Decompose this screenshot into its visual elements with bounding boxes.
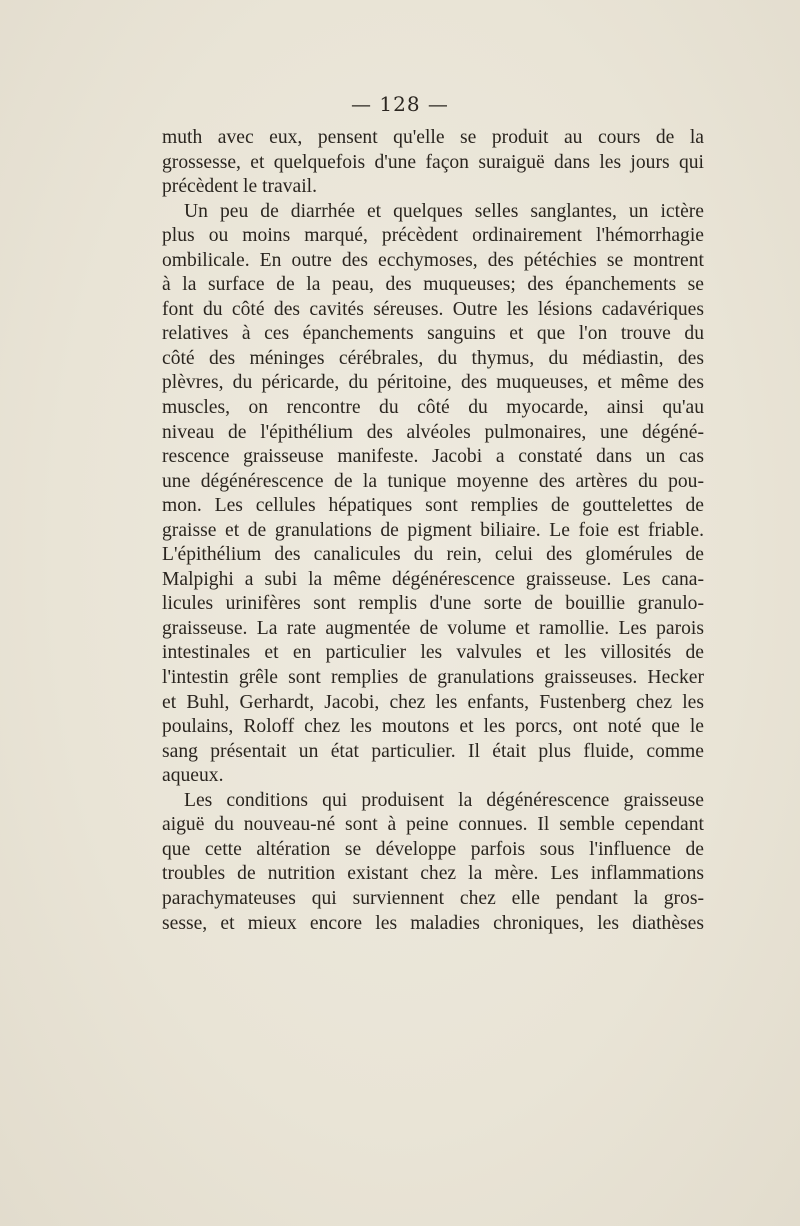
text-line: Les conditions qui produisent la dégénérescence graisseuse — [184, 789, 704, 811]
text-line: aiguë du nouveau-né sont à peine connues. Il semble cependant — [162, 814, 704, 836]
text-line: muth avec eux, pensent qu'elle se produit au cours de la — [162, 127, 704, 148]
text-line: sang présentait un état particulier. Il était plus fluide, comme — [162, 740, 704, 762]
text-line: à la surface de la peau, des muqueuses; des épanchements se — [162, 274, 704, 296]
text-line: graisse et de granulations de pigment biliaire. Le foie est friable. — [162, 519, 704, 541]
text-line: ombilicale. En outre des ecchymoses, des pétéchies se montrent — [162, 249, 704, 271]
text-line: côté des méninges cérébrales, du thymus, du médiastin, des — [162, 347, 704, 369]
text-line: rescence graisseuse manifeste. Jacobi a constaté dans un cas — [162, 446, 704, 468]
text-line: Un peu de diarrhée et quelques selles sanglantes, un ictère — [184, 200, 704, 222]
text-line: aqueux. — [162, 765, 224, 787]
text-line: Malpighi a subi la même dégénérescence graisseuse. Les cana- — [162, 568, 704, 590]
text-line: et Buhl, Gerhardt, Jacobi, chez les enfants, Fustenberg chez les — [162, 691, 704, 713]
body-text — [162, 126, 704, 936]
text-line: l'intestin grêle sont remplies de granulations graisseuses. Hecker — [162, 667, 704, 689]
text-line: mon. Les cellules hépatiques sont remplies de gouttelettes de — [162, 495, 704, 517]
text-line: muscles, on rencontre du côté du myocarde, ainsi qu'au — [162, 397, 704, 419]
text-line: grossesse, et quelquefois d'une façon suraiguë dans les jours qui — [162, 151, 704, 173]
text-line: niveau de l'épithélium des alvéoles pulmonaires, une dégéné- — [162, 421, 704, 443]
text-line: précèdent le travail. — [162, 176, 318, 198]
text-line: licules urinifères sont remplis d'une sorte de bouillie granulo- — [162, 593, 704, 615]
page-number: — 128 — — [351, 92, 449, 116]
text-line: poulains, Roloff chez les moutons et les porcs, ont noté que le — [162, 716, 704, 738]
text-line: relatives à ces épanchements sanguins et que l'on trouve du — [162, 323, 704, 345]
text-line: plus ou moins marqué, précèdent ordinairement l'hémorrhagie — [162, 225, 704, 247]
text-line: troubles de nutrition existant chez la mère. Les inflammations — [162, 863, 704, 885]
text-line: intestinales et en particulier les valvules et les villosités de — [162, 642, 704, 664]
text-line: parachymateuses qui surviennent chez elle pendant la gros- — [162, 887, 704, 909]
text-line: L'épithélium des canalicules du rein, celui des glomérules de — [162, 544, 704, 566]
text-line: sesse, et mieux encore les maladies chroniques, les diathèses — [162, 912, 704, 934]
text-line: plèvres, du péricarde, du péritoine, des muqueuses, et même des — [162, 372, 704, 394]
text-line: que cette altération se développe parfois sous l'influence de — [162, 838, 704, 860]
text-line: font du côté des cavités séreuses. Outre les lésions cadavériques — [162, 298, 704, 320]
text-line: une dégénérescence de la tunique moyenne des artères du pou- — [162, 470, 704, 492]
text-line: graisseuse. La rate augmentée de volume et ramollie. Les parois — [162, 617, 704, 639]
